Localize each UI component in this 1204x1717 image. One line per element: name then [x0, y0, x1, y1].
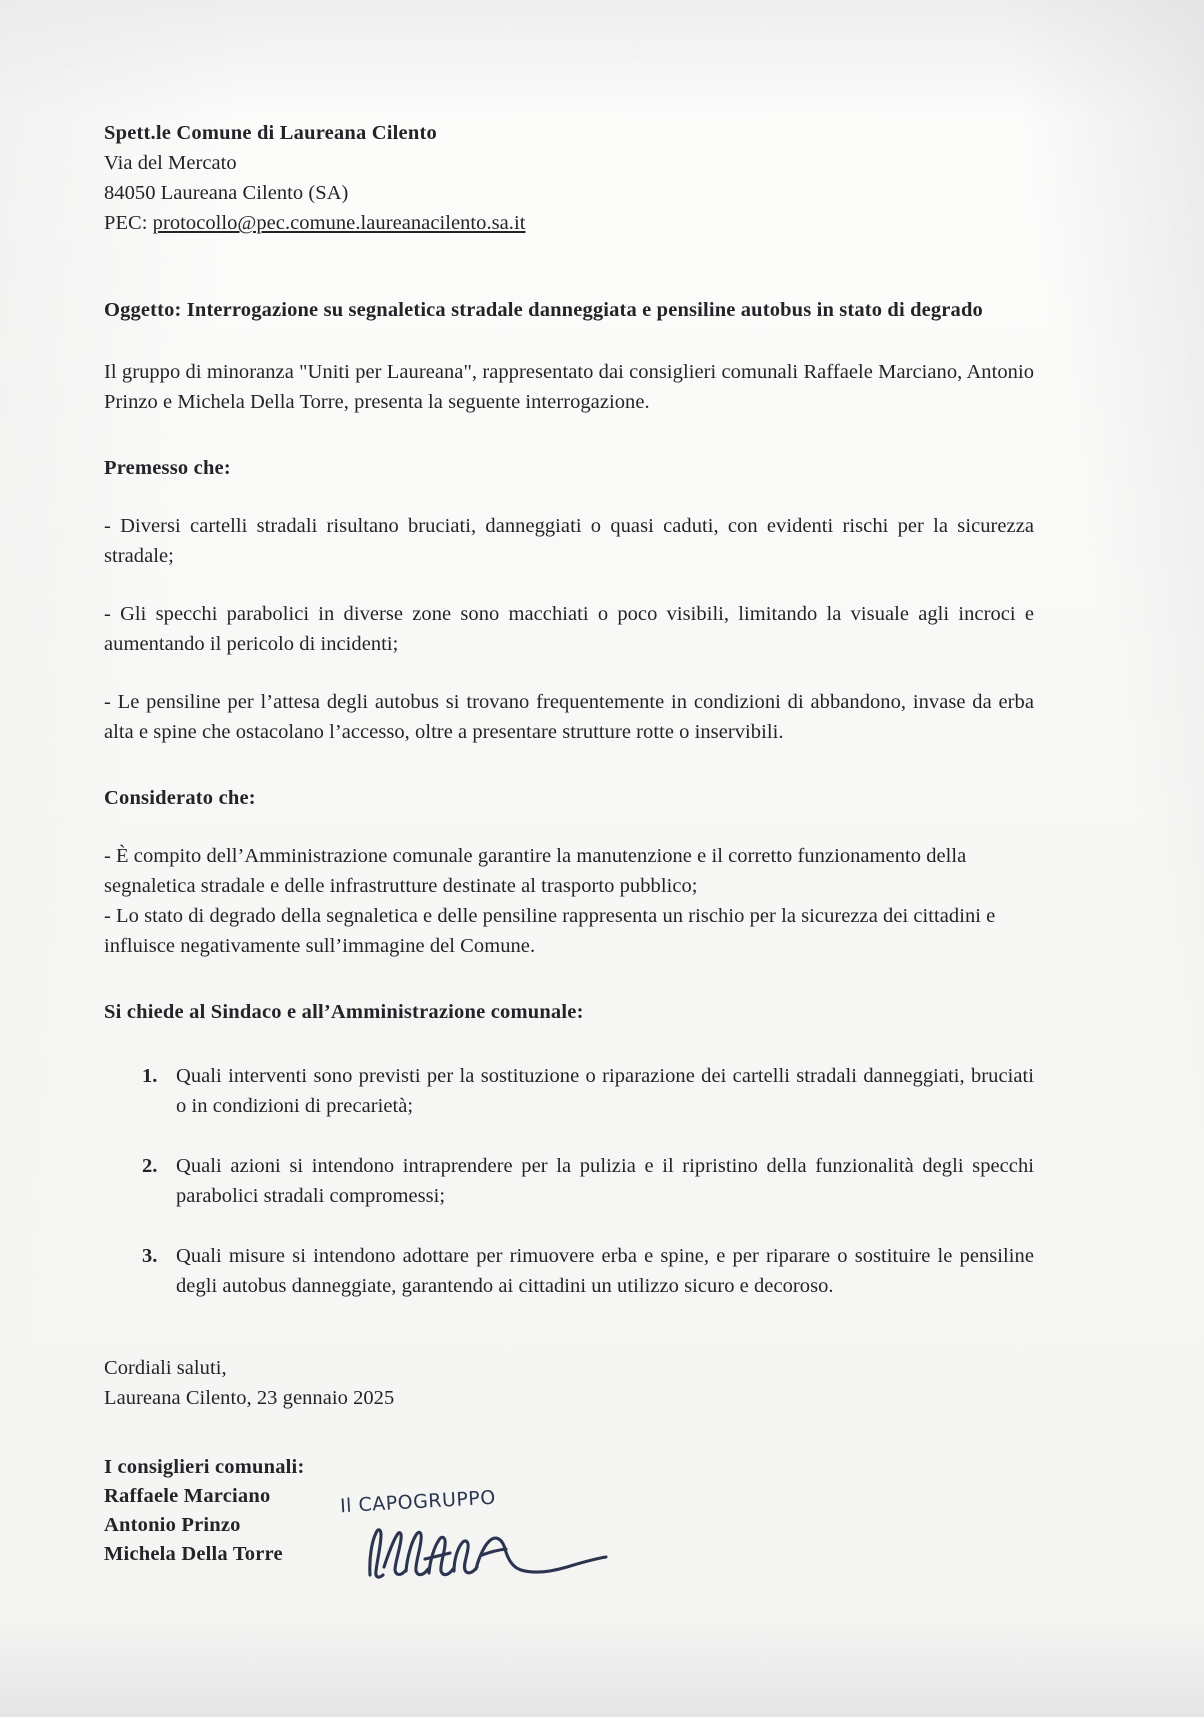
question-number: 1.: [142, 1065, 158, 1087]
closing-place-date: Laureana Cilento, 23 gennaio 2025: [104, 1387, 395, 1409]
recipient-name: Spett.le Comune di Laureana Cilento: [104, 122, 437, 144]
signatory-name: Antonio Prinzo: [104, 1514, 241, 1536]
subject-text: Interrogazione su segnaletica stradale danneggiata e pensiline autobus in stato di degrado: [186, 299, 983, 321]
questions-list: [104, 1061, 1034, 1301]
subject-label: Oggetto: [104, 299, 175, 321]
considerato-item: - È compito dell’Amministrazione comunale garantire la manutenzione e il corretto funzionamento della segnaletica stradale e delle infrastrutture destinate al trasporto pubblico;: [104, 845, 967, 897]
intro-paragraph: Il gruppo di minoranza "Uniti per Laureana", rappresentato dai consiglieri comunali Raffaele Marciano, Antonio Prinzo e Michela Della Torre, presenta la seguente interrogazione.: [104, 361, 1034, 413]
question-number: 3.: [142, 1245, 158, 1267]
subject-separator: :: [174, 299, 187, 321]
signature-heading: I consiglieri comunali:: [104, 1456, 305, 1478]
premesso-item: - Diversi cartelli stradali risultano bruciati, danneggiati o quasi caduti, con evidenti rischi per la sicurezza stradale;: [104, 515, 1034, 567]
section-heading-premesso: Premesso che:: [104, 457, 231, 479]
subject-line: [104, 295, 1034, 325]
closing-block: [104, 1353, 1034, 1413]
section-heading-considerato: Considerato che:: [104, 787, 256, 809]
signatory-name: Raffaele Marciano: [104, 1485, 271, 1507]
handwritten-capogruppo-caption: Il CAPOGRUPPO: [339, 1486, 497, 1518]
letter-body: [104, 118, 1034, 1569]
question-text: Quali interventi sono previsti per la sostituzione o riparazione dei cartelli stradali danneggiati, bruciati o in condizioni di precarietà;: [176, 1065, 1034, 1117]
signature-block: [104, 1453, 1034, 1569]
considerato-item: - Lo stato di degrado della segnaletica e delle pensiline rappresenta un rischio per la sicurezza dei cittadini e influisce negativamente sull’immagine del Comune.: [104, 905, 996, 957]
signatory-name: Michela Della Torre: [104, 1543, 283, 1565]
pec-email-link[interactable]: protocollo@pec.comune.laureanacilento.sa.it: [152, 212, 526, 234]
closing-greeting: Cordiali saluti,: [104, 1357, 227, 1379]
recipient-city: 84050 Laureana Cilento (SA): [104, 182, 349, 204]
question-text: Quali misure si intendono adottare per rimuovere erba e spine, e per riparare o sostituire le pensiline degli autobus danneggiate, garantendo ai cittadini un utilizzo sicuro e decoroso.: [176, 1245, 1034, 1297]
recipient-address: [104, 118, 1034, 238]
recipient-pec: [104, 208, 1034, 238]
premesso-item: - Le pensiline per l’attesa degli autobus si trovano frequentemente in condizioni di abbandono, invase da erba alta e spine che ostacolano l’accesso, oltre a presentare strutture rotte o inservibili.: [104, 691, 1034, 743]
recipient-street: Via del Mercato: [104, 152, 237, 174]
section-heading-richiesta: Si chiede al Sindaco e all’Amministrazione comunale:: [104, 1001, 584, 1023]
premesso-item: - Gli specchi parabolici in diverse zone sono macchiati o poco visibili, limitando la visuale agli incroci e aumentando il pericolo di incidenti;: [104, 603, 1034, 655]
question-text: Quali azioni si intendono intraprendere per la pulizia e il ripristino della funzionalità degli specchi parabolici stradali compromessi;: [176, 1155, 1034, 1207]
question-item: [104, 1241, 1034, 1301]
pec-label: PEC:: [104, 212, 153, 234]
question-item: [104, 1061, 1034, 1121]
question-item: [104, 1151, 1034, 1211]
question-number: 2.: [142, 1155, 158, 1177]
